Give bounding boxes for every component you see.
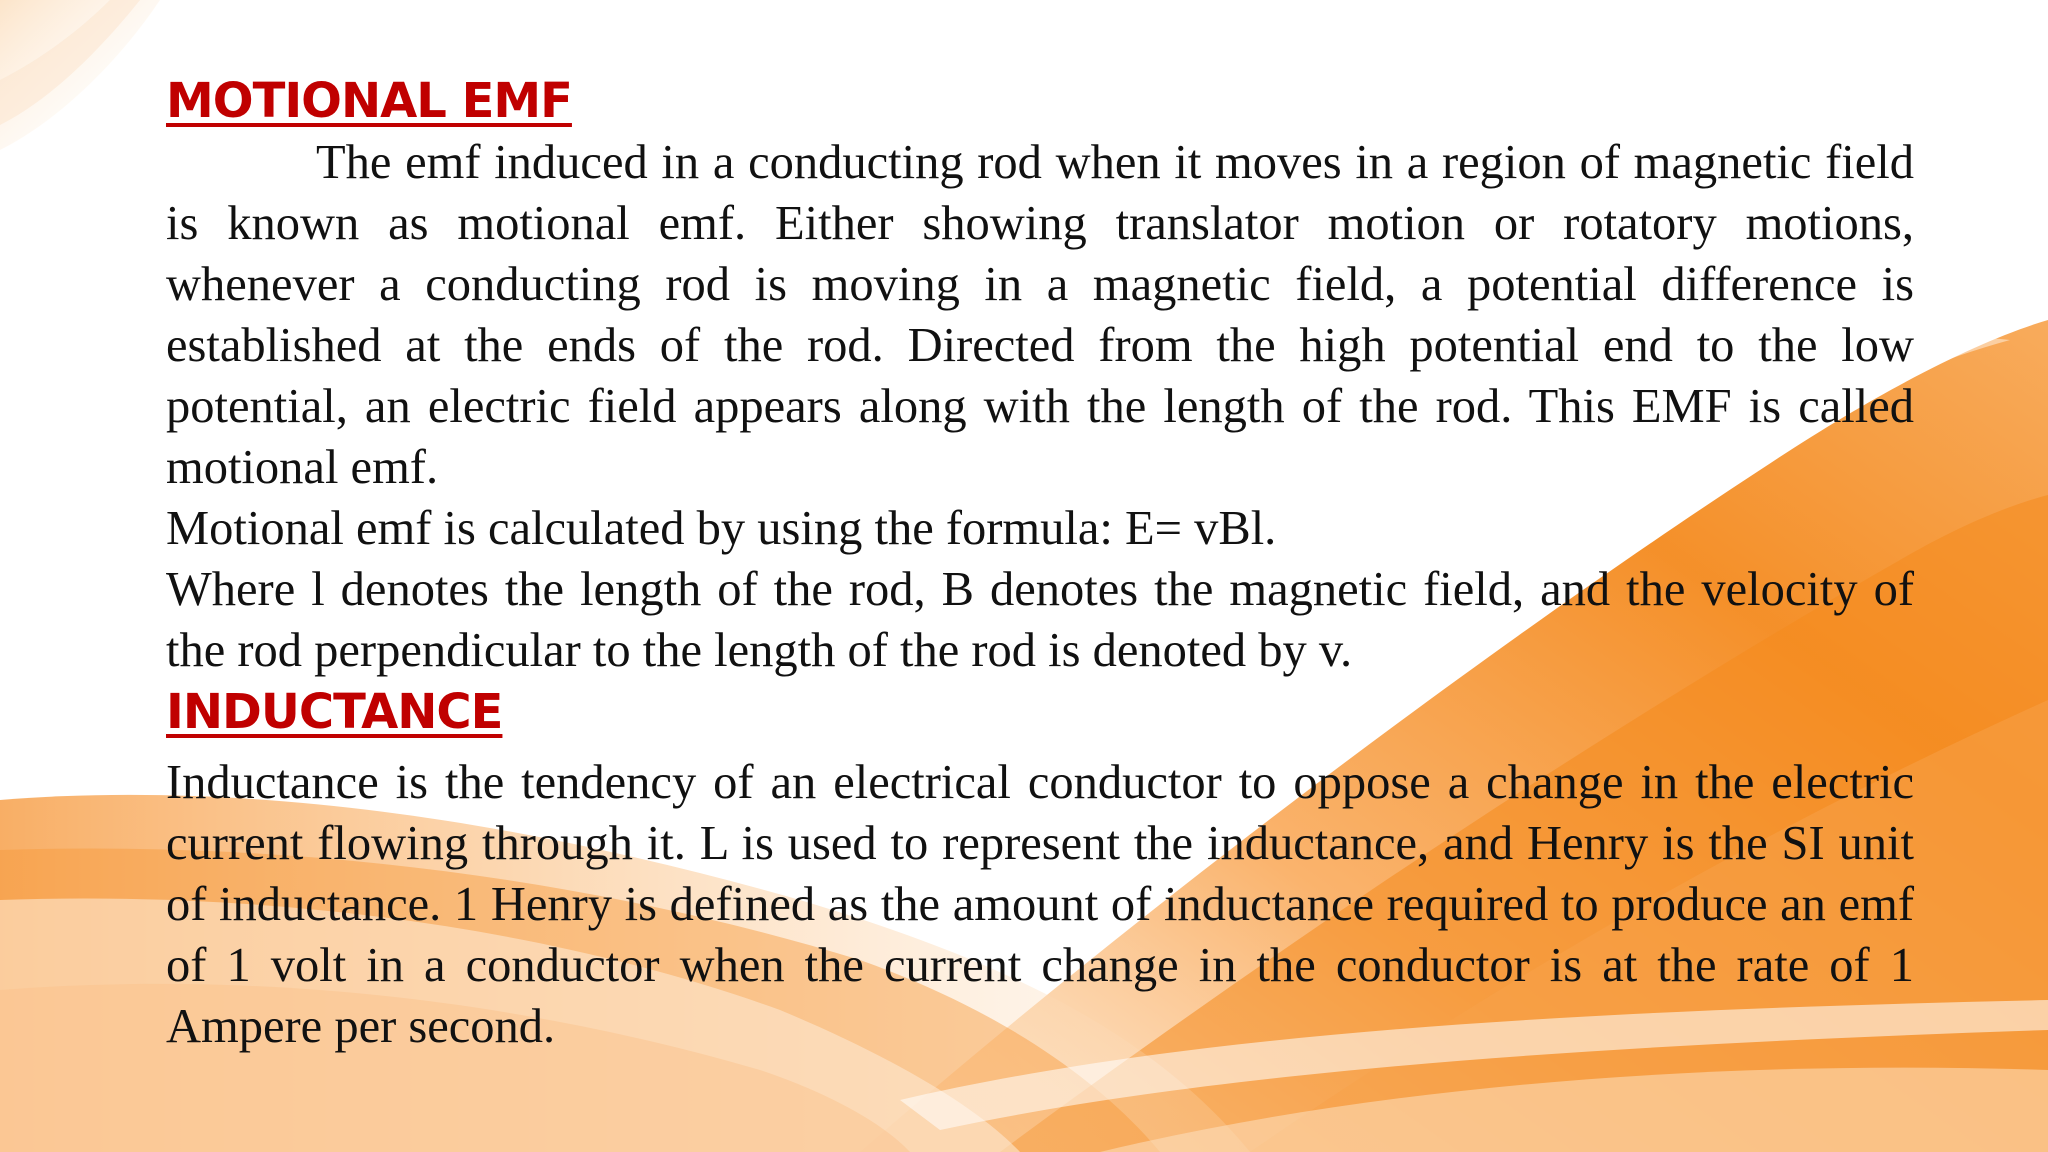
paragraph-motional-emf-formula: Motional emf is calculated by using the formula: E= vBl. [166,502,1277,555]
slide-content [166,70,1914,1057]
paragraph-inductance-definition: Inductance is the tendency of an electrical conductor to oppose a change in the electric current flowing through it. L is used to represent the inductance, and Henry is the SI unit of inductance. 1 Henry is defined as the amount of inductance required to produce an emf of 1 volt in a conductor when the current change in the conductor is at the rate of 1 Ampere per second. [166,756,1914,1053]
spacer [166,743,1914,752]
paragraph-motional-emf-definition: The emf induced in a conducting rod when it moves in a region of magnetic field is known as motional emf. Either showing translator motion or rotatory motions, whenever a conducting rod is moving in a magnetic field, a potential difference is established at the ends of the rod. Directed from the high potential end to the low potential, an electric field appears along with the length of the rod. This EMF is called motional emf. [166,136,1914,494]
heading-inductance: INDUCTANCE [166,684,503,740]
heading-motional-emf: MOTIONAL EMF [166,73,572,129]
paragraph-motional-emf-variables: Where l denotes the length of the rod, B denotes the magnetic field, and the velocity of the rod perpendicular to the length of the rod is denoted by v. [166,563,1914,677]
